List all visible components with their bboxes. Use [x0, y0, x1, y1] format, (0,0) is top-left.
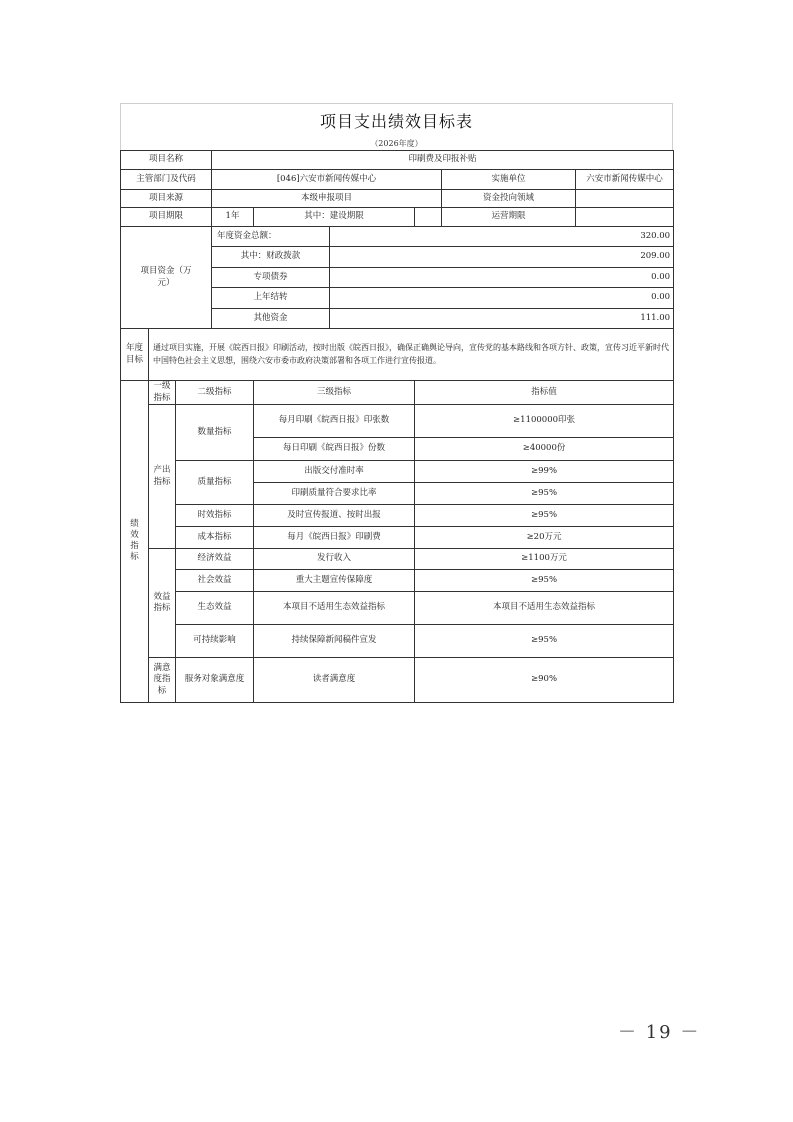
funds-label: 项目资金（万元）: [121, 227, 212, 329]
investment-field-value: [576, 190, 674, 208]
indicator-value: ≥95%: [415, 570, 674, 592]
service-satisfaction: 服务对象满意度: [176, 658, 254, 703]
indicator-value: ≥99%: [415, 461, 674, 483]
project-name-row: [121, 151, 674, 170]
indicator-value: ≥40000份: [415, 438, 674, 461]
level1-header: 一级指标: [149, 381, 176, 405]
benefit-indicator-label: 效益指标: [149, 549, 176, 658]
cost-indicator: 成本指标: [176, 527, 254, 549]
department-value: [046]六安市新闻传媒中心: [212, 170, 442, 190]
implementing-unit-label: 实施单位: [442, 170, 576, 190]
indicator-header-row: [121, 381, 674, 405]
indicator-name: 发行收入: [254, 549, 415, 570]
indicator-value: ≥95%: [415, 625, 674, 658]
fund-carryover-label: 上年结转: [212, 288, 330, 309]
implementing-unit-value: 六安市新闻传媒中心: [576, 170, 674, 190]
annual-goal-label: 年度目标: [121, 329, 149, 381]
fund-bond-value: 0.00: [330, 268, 674, 288]
indicator-name: 印刷质量符合要求比率: [254, 483, 415, 505]
table-row: [121, 505, 674, 527]
table-row: [121, 405, 674, 438]
annual-goal-text: 通过项目实施，开展《皖西日报》印刷活动，按时出版《皖西日报》，确保正确舆论导向，宣传党的基本路线和各项方针、政策，宣传习近平新时代中国特色社会主义思想，围绕六安市委市政府决策部署和各项工作进行宣传报道。: [149, 329, 674, 381]
indicator-name: 及时宣传报道、按时出报: [254, 505, 415, 527]
indicator-name: 读者满意度: [254, 658, 415, 703]
level2-header: 二级指标: [176, 381, 254, 405]
indicator-name: 出版交付准时率: [254, 461, 415, 483]
page-title: 项目支出绩效目标表: [120, 103, 673, 136]
indicator-name: 每月《皖西日报》印刷费: [254, 527, 415, 549]
fund-other-value: 111.00: [330, 309, 674, 329]
output-indicator-label: 产出指标: [149, 405, 176, 549]
table-row: [121, 461, 674, 483]
operation-period-label: 运营期限: [442, 208, 576, 227]
sustainable-impact: 可持续影响: [176, 625, 254, 658]
indicator-value: ≥20万元: [415, 527, 674, 549]
table-row: [121, 549, 674, 570]
department-label: 主管部门及代码: [121, 170, 212, 190]
fund-bond-label: 专项债券: [212, 268, 330, 288]
indicator-name: 每月印刷《皖西日报》印张数: [254, 405, 415, 438]
indicator-value: ≥95%: [415, 483, 674, 505]
table-row: [121, 625, 674, 658]
fund-fiscal-value: 209.00: [330, 247, 674, 268]
source-row: [121, 190, 674, 208]
investment-field-label: 资金投向领域: [442, 190, 576, 208]
table-row: [121, 658, 674, 703]
period-label: 项目期限: [121, 208, 212, 227]
fund-other-label: 其他资金: [212, 309, 330, 329]
page-number: － 19 －: [618, 1022, 701, 1043]
indicator-name: 持续保障新闻稿件宣发: [254, 625, 415, 658]
economic-benefit: 经济效益: [176, 549, 254, 570]
source-value: 本级申报项目: [212, 190, 442, 208]
construction-period-label: 其中：建设期限: [254, 208, 415, 227]
fund-total-label: 年度资金总额：: [212, 227, 330, 247]
period-value: 1年: [212, 208, 254, 227]
source-label: 项目来源: [121, 190, 212, 208]
annual-goal-row: [121, 329, 674, 381]
indicator-name: 重大主题宣传保障度: [254, 570, 415, 592]
level3-header: 三级指标: [254, 381, 415, 405]
fund-fiscal-label: 其中：财政拨款: [212, 247, 330, 268]
timeliness-indicator: 时效指标: [176, 505, 254, 527]
indicator-value: 本项目不适用生态效益指标: [415, 592, 674, 625]
indicator-name: 每日印刷《皖西日报》份数: [254, 438, 415, 461]
social-benefit: 社会效益: [176, 570, 254, 592]
quality-indicator: 质量指标: [176, 461, 254, 505]
construction-period-value: [415, 208, 442, 227]
indicator-name: 本项目不适用生态效益指标: [254, 592, 415, 625]
goal-table: [120, 150, 674, 703]
fund-carryover-value: 0.00: [330, 288, 674, 309]
project-name-value: 印刷费及印报补贴: [212, 151, 674, 170]
indicator-value: ≥1100000印张: [415, 405, 674, 438]
performance-goal-sheet: [120, 103, 673, 703]
value-header: 指标值: [415, 381, 674, 405]
project-name-label: 项目名称: [121, 151, 212, 170]
indicator-value: ≥95%: [415, 505, 674, 527]
indicator-value: ≥1100万元: [415, 549, 674, 570]
fund-row: [121, 227, 674, 247]
ecological-benefit: 生态效益: [176, 592, 254, 625]
fund-total-value: 320.00: [330, 227, 674, 247]
fiscal-year: （2026年度）: [120, 136, 673, 150]
operation-period-value: [576, 208, 674, 227]
indicator-value: ≥90%: [415, 658, 674, 703]
quantity-indicator: 数量指标: [176, 405, 254, 461]
performance-indicator-label: 绩效指标: [121, 381, 149, 703]
table-row: [121, 527, 674, 549]
period-row: [121, 208, 674, 227]
table-row: [121, 570, 674, 592]
table-row: [121, 592, 674, 625]
satisfaction-indicator-label: 满意度指标: [149, 658, 176, 703]
department-row: [121, 170, 674, 190]
